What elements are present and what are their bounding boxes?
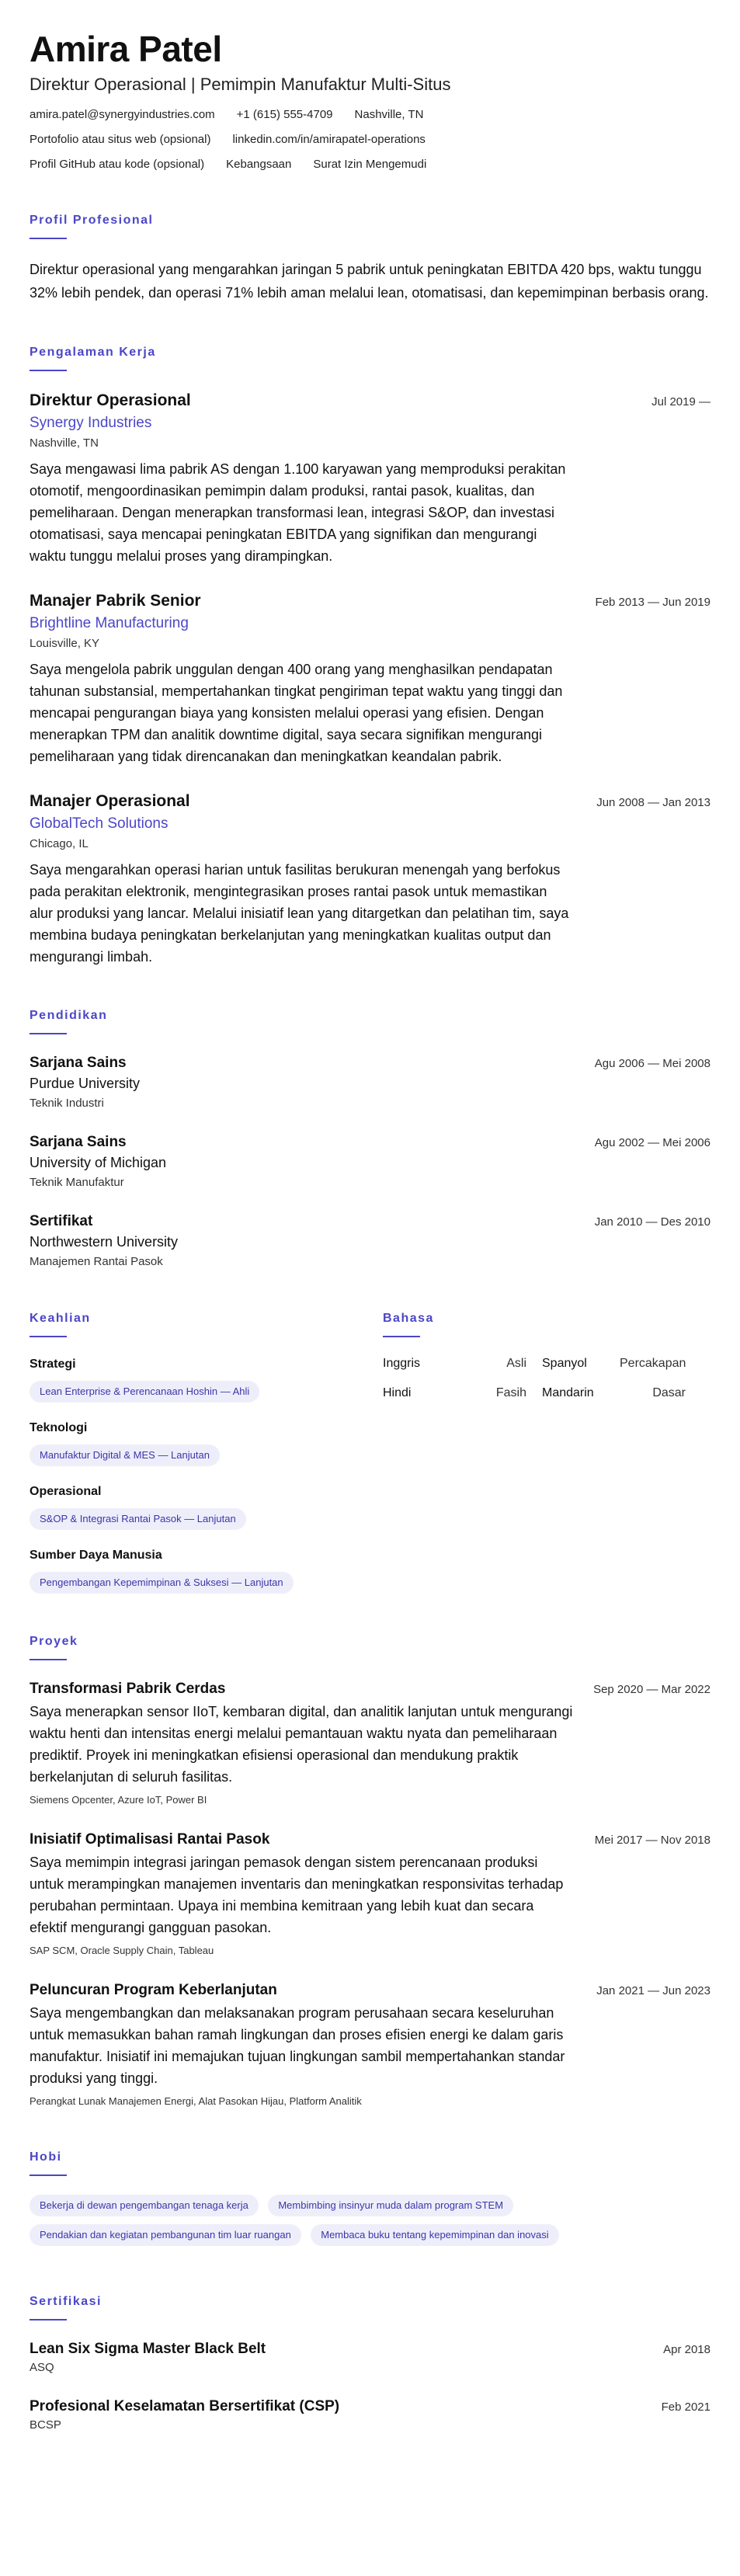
job-description: Saya mengawasi lima pabrik AS dengan 1.100 karyawan yang memproduksi perakitan otomotif, mengoordinasikan pemimpin dalam produksi, rantai pasok, kualitas, dan pemeliharaan. Dengan menerapkan transformasi lean, integrasi S&OP, dan investasi otomatisasi, saya mencapai peningkatan EBITDA yang signifikan dan mengurangi waktu tunggu melalui proses yang dirampingkan. xyxy=(30,461,566,564)
job-company: GlobalTech Solutions xyxy=(30,815,168,832)
certification-date: Apr 2018 xyxy=(663,2343,710,2356)
skill-category: Teknologi xyxy=(30,1421,88,1434)
education-field: Teknik Manufaktur xyxy=(30,1176,124,1189)
skills-list xyxy=(30,1356,383,1594)
education-school: Northwestern University xyxy=(30,1234,179,1250)
experience-section xyxy=(30,345,710,968)
certification-name: Lean Six Sigma Master Black Belt xyxy=(30,2341,266,2357)
hobbies-list xyxy=(30,2195,666,2254)
skill-chip: Pengembangan Kepemimpinan & Suksesi — Lanjutan xyxy=(30,1572,294,1594)
contact-row-3 xyxy=(30,157,710,172)
education-school: University of Michigan xyxy=(30,1155,167,1170)
education-school: Purdue University xyxy=(30,1076,141,1091)
contact-linkedin[interactable]: linkedin.com/in/amirapatel-operations xyxy=(232,133,426,146)
certification-date: Feb 2021 xyxy=(661,2400,710,2414)
projects-section xyxy=(30,1634,710,2109)
language-name: Hindi xyxy=(383,1386,412,1399)
resume-header xyxy=(30,28,710,172)
skill-chip: S&OP & Integrasi Rantai Pasok — Lanjutan xyxy=(30,1508,246,1530)
section-heading: Pengalaman Kerja xyxy=(30,346,156,359)
section-divider xyxy=(30,1033,67,1034)
education-field: Teknik Industri xyxy=(30,1097,104,1110)
education-degree: Sertifikat xyxy=(30,1213,93,1229)
project-tech: Perangkat Lunak Manajemen Energi, Alat Pasokan Hijau, Platform Analitik xyxy=(30,2095,362,2107)
skill-group xyxy=(30,1420,383,1466)
project-date: Sep 2020 — Mar 2022 xyxy=(593,1683,710,1696)
hobby-chip: Bekerja di dewan pengembangan tenaga kerja xyxy=(30,2195,259,2216)
project-description: Saya memimpin integrasi jaringan pemasok dengan sistem perencanaan produksi untuk merampingkan manajemen inventaris dan meningkatkan responsivitas terhadap perubahan permintaan. Upaya ini membina kemitraan yang lebih kuat dan secara efektif mengurangi gangguan pasokan. xyxy=(30,1855,564,1935)
project-title: Transformasi Pabrik Cerdas xyxy=(30,1681,226,1697)
section-heading: Proyek xyxy=(30,1635,78,1648)
hobby-chip: Membaca buku tentang kepemimpinan dan inovasi xyxy=(311,2224,558,2246)
education-field: Manajemen Rantai Pasok xyxy=(30,1255,163,1268)
project-tech: Siemens Opcenter, Azure IoT, Power BI xyxy=(30,1794,207,1806)
section-divider xyxy=(383,1336,420,1337)
project-description: Saya menerapkan sensor IIoT, kembaran digital, dan analitik lanjutan untuk mengurangi waktu henti dan intensitas energi melalui pemantauan waktu nyata dan pemeliharaan prediktif. Proyek ini meningkatkan efisiensi operasional dan mendukung praktik berkelanjutan di seluruh fasilitas. xyxy=(30,1704,573,1785)
education-entry xyxy=(30,1053,710,1112)
skill-group xyxy=(30,1356,383,1403)
education-entry xyxy=(30,1212,710,1271)
job-title: Manajer Operasional xyxy=(30,792,190,810)
experience-list xyxy=(30,390,710,968)
language-level: Asli xyxy=(506,1357,526,1370)
certification-name: Profesional Keselamatan Bersertifikat (CSP) xyxy=(30,2398,340,2414)
hobby-chip: Pendakian dan kegiatan pembangunan tim luar ruangan xyxy=(30,2224,301,2246)
section-heading: Keahlian xyxy=(30,1312,91,1325)
job-entry xyxy=(30,791,710,968)
job-date: Jun 2008 — Jan 2013 xyxy=(596,796,710,809)
project-date: Mei 2017 — Nov 2018 xyxy=(594,1834,710,1847)
job-title: Manajer Pabrik Senior xyxy=(30,592,201,610)
contact-phone[interactable]: +1 (615) 555-4709 xyxy=(236,108,333,121)
job-description: Saya mengarahkan operasi harian untuk fasilitas berukuran menengah yang berfokus pada perakitan elektronik, mengintegrasikan proses rantai pasok untuk memastikan alur produksi yang lancar. Melalui inisiatif lean yang ditargetkan dan pelatihan tim, saya membina budaya peningkatan berkelanjutan yang meningkatkan kualitas output dan mengurangi limbah. xyxy=(30,862,569,965)
skill-group xyxy=(30,1483,383,1530)
job-location: Louisville, KY xyxy=(30,637,100,650)
skill-category: Sumber Daya Manusia xyxy=(30,1549,162,1562)
certification-issuer: ASQ xyxy=(30,2361,54,2374)
language-name: Mandarin xyxy=(542,1386,594,1399)
section-divider xyxy=(30,238,67,239)
projects-list xyxy=(30,1679,710,2109)
education-date: Jan 2010 — Des 2010 xyxy=(594,1215,710,1229)
language-name: Spanyol xyxy=(542,1357,587,1370)
skill-category: Strategi xyxy=(30,1358,76,1371)
job-location: Nashville, TN xyxy=(30,436,99,450)
project-entry xyxy=(30,1830,710,1959)
skill-chip: Lean Enterprise & Perencanaan Hoshin — Ahli xyxy=(30,1381,259,1403)
profile-summary: Direktur operasional yang mengarahkan jaringan 5 pabrik untuk peningkatan EBITDA 420 bps, waktu tunggu 32% lebih pendek, dan operasi 71% lebih aman melalui lean, otomatisasi, dan kepemimpinan berbasis orang. xyxy=(30,262,709,301)
education-entry xyxy=(30,1132,710,1191)
education-section xyxy=(30,1008,710,1271)
hobby-chip: Membimbing insinyur muda dalam program STEM xyxy=(268,2195,513,2216)
project-entry xyxy=(30,1679,710,1808)
section-heading: Profil Profesional xyxy=(30,214,154,227)
job-location: Chicago, IL xyxy=(30,837,89,850)
section-divider xyxy=(30,2319,67,2320)
job-date: Jul 2019 — xyxy=(651,395,710,408)
education-list xyxy=(30,1053,710,1271)
project-entry xyxy=(30,1980,710,2109)
project-date: Jan 2021 — Jun 2023 xyxy=(596,1984,710,1997)
skill-group xyxy=(30,1547,383,1594)
job-company: Synergy Industries xyxy=(30,415,152,431)
contact-email[interactable]: amira.patel@synergyindustries.com xyxy=(30,108,215,121)
education-degree: Sarjana Sains xyxy=(30,1055,127,1071)
language-name: Inggris xyxy=(383,1357,421,1370)
certification-entry xyxy=(30,2397,710,2434)
section-divider xyxy=(30,2174,67,2176)
job-description: Saya mengelola pabrik unggulan dengan 400 orang yang menghasilkan pendapatan tahunan substansial, mempertahankan tingkat pengiriman tepat waktu yang tinggi dan mencapai pengurangan biaya yang konsisten melalui operasi yang efisien. Dengan menerapkan TPM dan analitik downtime digital, saya secara signifikan mengurangi pemeliharaan yang tidak direncanakan dan meningkatkan keandalan pabrik. xyxy=(30,662,563,764)
contact-nationality: Kebangsaan xyxy=(226,158,292,171)
section-divider xyxy=(30,1336,67,1337)
certification-issuer: BCSP xyxy=(30,2418,61,2432)
contact-github[interactable]: Profil GitHub atau kode (opsional) xyxy=(30,158,205,171)
certifications-list xyxy=(30,2339,710,2434)
job-company: Brightline Manufacturing xyxy=(30,615,189,631)
job-entry xyxy=(30,390,710,567)
certifications-section xyxy=(30,2294,710,2434)
skills-section xyxy=(30,1311,383,1594)
languages-section xyxy=(383,1311,709,1594)
project-description: Saya mengembangkan dan melaksanakan program perusahaan secara keseluruhan untuk memasukkan bahan ramah lingkungan dan proses efisien energi ke dalam garis manufaktur. Inisiatif ini memajukan tujuan lingkungan sambil mempertahankan standar produksi yang tinggi. xyxy=(30,2005,565,2086)
project-title: Inisiatif Optimalisasi Rantai Pasok xyxy=(30,1831,270,1848)
section-heading: Sertifikasi xyxy=(30,2295,102,2308)
section-divider xyxy=(30,1659,67,1660)
project-tech: SAP SCM, Oracle Supply Chain, Tableau xyxy=(30,1945,214,1956)
language-level: Percakapan xyxy=(620,1357,686,1370)
language-level: Fasih xyxy=(495,1386,526,1399)
job-entry xyxy=(30,590,710,767)
contact-driving-license: Surat Izin Mengemudi xyxy=(313,158,427,171)
contact-portfolio[interactable]: Portofolio atau situs web (opsional) xyxy=(30,133,211,146)
skill-chip: Manufaktur Digital & MES — Lanjutan xyxy=(30,1444,220,1466)
section-heading: Hobi xyxy=(30,2150,62,2164)
skills-languages-row xyxy=(30,1311,710,1594)
certification-entry xyxy=(30,2339,710,2376)
contact-row-1 xyxy=(30,107,710,123)
contact-location: Nashville, TN xyxy=(354,108,424,121)
candidate-title: Direktur Operasional | Pemimpin Manufaktur Multi-Situs xyxy=(30,75,451,94)
job-title: Direktur Operasional xyxy=(30,391,191,409)
profile-section xyxy=(30,213,710,304)
language-level: Dasar xyxy=(652,1386,686,1399)
education-date: Agu 2002 — Mei 2006 xyxy=(594,1136,710,1149)
contact-row-2 xyxy=(30,132,710,148)
section-heading: Pendidikan xyxy=(30,1009,108,1022)
education-degree: Sarjana Sains xyxy=(30,1134,127,1150)
job-date: Feb 2013 — Jun 2019 xyxy=(595,596,710,609)
section-heading: Bahasa xyxy=(383,1312,434,1325)
section-divider xyxy=(30,370,67,371)
hobbies-section xyxy=(30,2150,710,2254)
education-date: Agu 2006 — Mei 2008 xyxy=(594,1057,710,1070)
candidate-name: Amira Patel xyxy=(30,29,222,69)
project-title: Peluncuran Program Keberlanjutan xyxy=(30,1982,277,1998)
skill-category: Operasional xyxy=(30,1485,102,1498)
languages-list xyxy=(383,1356,709,1401)
